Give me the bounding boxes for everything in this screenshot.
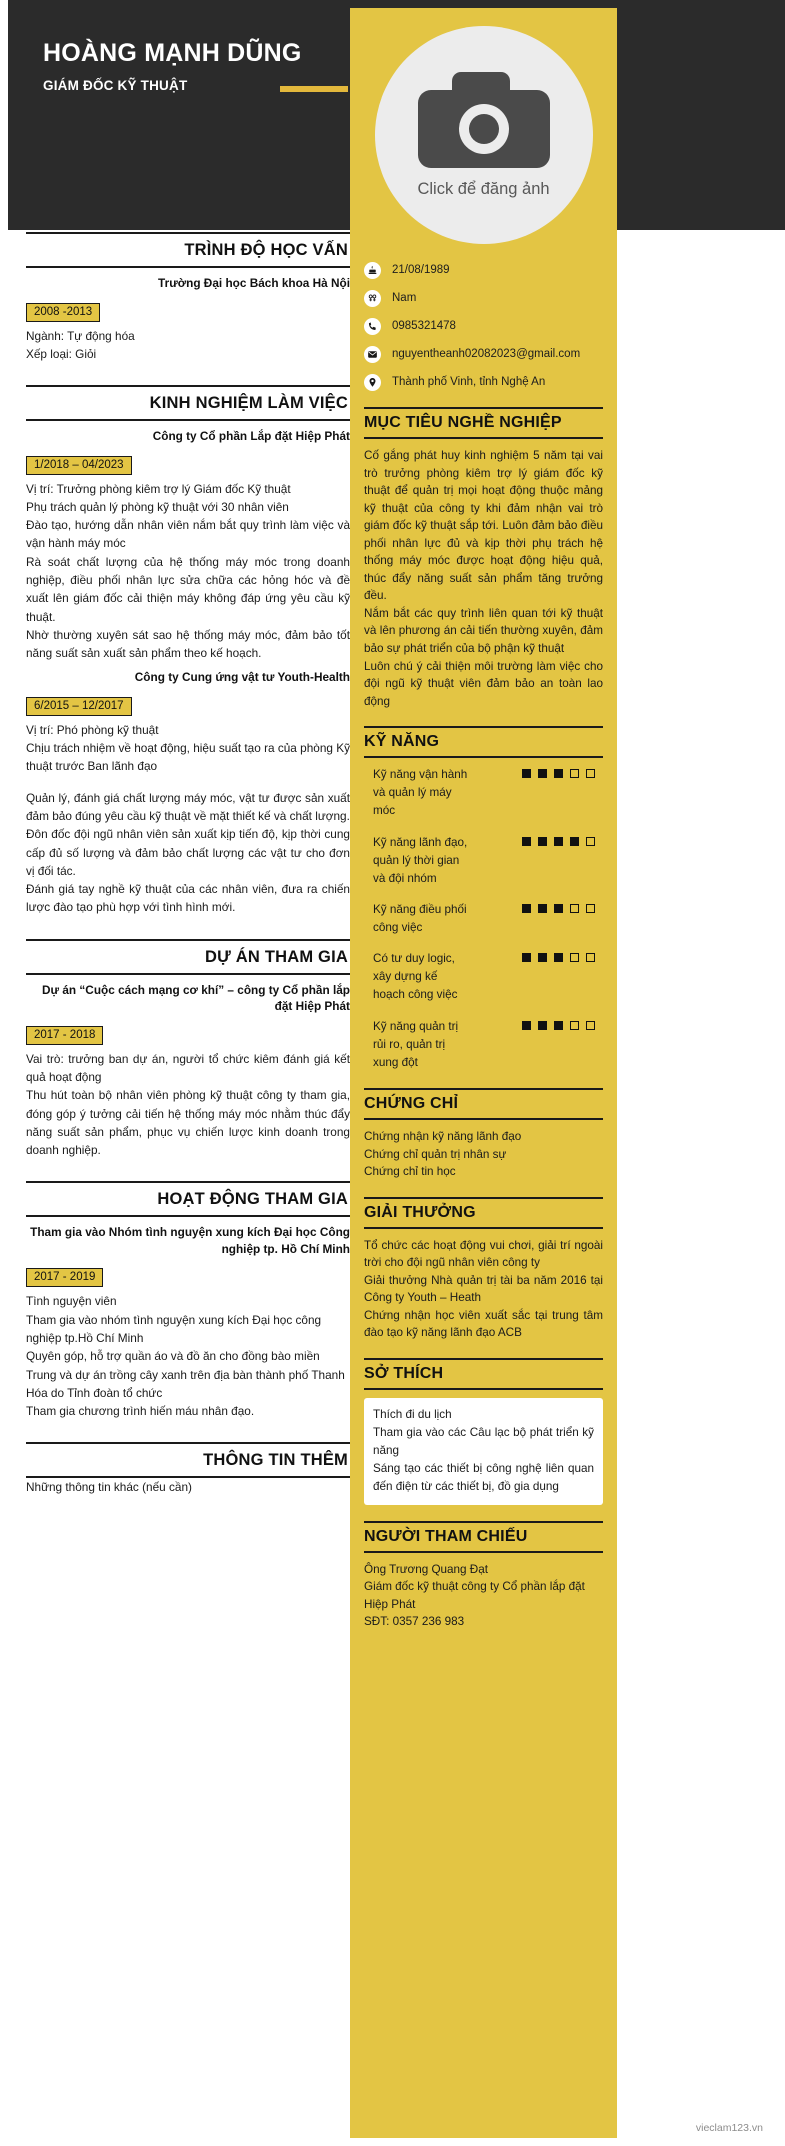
candidate-name: HOÀNG MẠNH DŨNG: [43, 39, 302, 67]
awards-heading: GIẢI THƯỞNG: [364, 1197, 603, 1229]
activity-detail: Quyên góp, hỗ trợ quần áo và đồ ăn cho đồng bào miền Trung và dự án trồng cây xanh trên địa bàn thành phố Thanh Hóa do Tỉnh đoàn tổ chức: [26, 1349, 345, 1400]
contact-list: [364, 262, 603, 391]
skill-rating: [522, 901, 603, 913]
experience-company: Công ty Cung ứng vật tư Youth-Health: [134, 670, 350, 685]
experience-duty: Phụ trách quản lý phòng kỹ thuật với 30 nhân viên: [26, 499, 289, 514]
skill-rating: [522, 834, 603, 846]
education-heading: TRÌNH ĐỘ HỌC VẤN: [26, 232, 350, 268]
experience-duty: Đôn đốc đội ngũ nhân viên sản xuất kịp tiến độ, kịp thời cung cấp đủ số lượng và đảm bảo chất lượng các vật tư cho đơn vị đối tác.: [26, 827, 350, 878]
award-item: Tổ chức các hoạt động vui chơi, giải trí ngoài trời cho đội ngũ nhân viên công ty: [364, 1238, 603, 1270]
experience-duty: Đánh giá tay nghề kỹ thuật của các nhân viên, đưa ra chiến lược đào tạo phù hợp với tình hình mới.: [26, 882, 350, 915]
contact-row-birthday: [364, 262, 603, 279]
skill-label: Có tư duy logic, xây dựng kế hoạch công việc: [373, 952, 458, 1002]
objective-paragraph-3: Luôn chú ý cải thiện môi trường làm việc cho đội ngũ kỹ thuật viên đảm bảo an toàn lao động: [364, 659, 603, 708]
project-period-badge: 2017 - 2018: [26, 1026, 103, 1045]
hobby-item: Tham gia vào các Câu lạc bộ phát triển kỹ năng: [373, 1426, 594, 1458]
contact-birthday-value: 21/08/1989: [392, 264, 450, 277]
reference-position: Giám đốc kỹ thuật công ty Cổ phần lắp đặt Hiệp Phát: [364, 1580, 585, 1611]
additional-note: Những thông tin khác (nếu cần): [26, 1480, 192, 1495]
projects-heading: DỰ ÁN THAM GIA: [26, 939, 350, 975]
award-item: Giải thưởng Nhà quản trị tài ba năm 2016 tại Công ty Youth – Heath: [364, 1273, 603, 1305]
activity-detail: Tham gia vào nhóm tình nguyện xung kích Đại học công nghiệp tp.Hồ Chí Minh: [26, 1312, 322, 1346]
skills-heading: KỸ NĂNG: [364, 726, 603, 758]
activity-detail: Tham gia chương trình hiến máu nhân đạo.: [26, 1404, 255, 1419]
objective-paragraph-1: Cố gắng phát huy kinh nghiệm 5 năm tại vai trò trưởng phòng kiêm trợ lý giám đốc kỹ thuật để quản trị mọi hoạt động thuộc mảng kỹ thuật của công ty khi đảm nhận vai trò giám đốc kỹ thuật sắp tới. Luôn đảm bảo điều phối nhân lực đủ và kịp thời phụ trách hệ thống máy móc được hoạt động hiệu quả, thúc đẩy năng suất sản phẩm tăng trưởng đều.: [364, 449, 603, 603]
activity-detail: Tình nguyện viên: [26, 1294, 117, 1309]
experience-duty: Đào tạo, hướng dẫn nhân viên nắm bắt quy trình làm việc và vận hành máy móc: [26, 518, 350, 551]
experience-period-badge: 1/2018 – 04/2023: [26, 456, 132, 475]
photo-upload-placeholder[interactable]: [375, 26, 593, 244]
skill-item: [364, 834, 603, 888]
education-period-badge: 2008 -2013: [26, 303, 100, 322]
additional-heading: THÔNG TIN THÊM: [26, 1442, 350, 1478]
phone-icon: [364, 318, 381, 335]
project-detail: Thu hút toàn bộ nhân viên phòng kỹ thuật công ty tham gia, đóng góp ý tưởng cải tiến hệ thống máy móc nhằm thúc đẩy năng suất sản phẩm, phục vụ chiến lược kinh doanh trong doanh nghiệp.: [26, 1088, 350, 1158]
contact-row-phone: [364, 318, 603, 335]
certificates-heading: CHỨNG CHỈ: [364, 1088, 603, 1120]
photo-upload-label: Click để đăng ảnh: [417, 179, 550, 198]
contact-row-location: [364, 374, 603, 391]
objective-heading: MỤC TIÊU NGHỀ NGHIỆP: [364, 407, 603, 439]
skill-label: Kỹ năng điều phối công việc: [373, 902, 467, 935]
hobby-item: Sáng tạo các thiết bị công nghệ liên quan đến điện từ các thiết bị, đồ gia dụng: [373, 1462, 594, 1494]
candidate-job-title: GIÁM ĐỐC KỸ THUẬT: [43, 77, 188, 93]
watermark: vieclam123.vn: [695, 2122, 763, 2134]
contact-gender-value: Nam: [392, 292, 417, 305]
skill-rating: [522, 950, 603, 962]
main-column: [8, 232, 354, 1497]
skill-label: Kỹ năng lãnh đạo, quản lý thời gian và đội nhóm: [373, 835, 468, 885]
skills-list: [364, 766, 603, 1072]
skill-item: [364, 950, 603, 1004]
contact-phone-value: 0985321478: [392, 320, 456, 333]
activity-org: Tham gia vào Nhóm tình nguyện xung kích Đại học Công nghiệp tp. Hồ Chí Minh: [30, 1225, 350, 1256]
email-icon: [364, 346, 381, 363]
skill-item: [364, 901, 603, 937]
certificate-item: Chứng chỉ tin học: [364, 1165, 456, 1179]
hobby-item: Thích đi du lịch: [373, 1407, 452, 1421]
experience-position: Vị trí: Trưởng phòng kiêm trợ lý Giám đốc Kỹ thuật: [26, 481, 291, 496]
experience-duty: Rà soát chất lượng của hệ thống máy móc trong doanh nghiệp, điều phối nhân lực sửa chữa các hỏng hóc và đề xuất lên giám đốc cải thiện máy không đáp ứng yêu cầu kỹ thuật.: [26, 554, 350, 624]
accent-bar: [280, 86, 348, 92]
reference-name: Ông Trương Quang Đạt: [364, 1562, 488, 1576]
hobbies-heading: SỞ THÍCH: [364, 1358, 603, 1390]
location-icon: [364, 374, 381, 391]
birthday-icon: [364, 262, 381, 279]
project-title: Dự án “Cuộc cách mạng cơ khí” – công ty Cổ phần lắp đặt Hiệp Phát: [42, 982, 350, 1014]
activities-heading: HOẠT ĐỘNG THAM GIA: [26, 1181, 350, 1217]
skill-rating: [522, 766, 603, 778]
hobbies-box: [364, 1398, 603, 1505]
skill-label: Kỹ năng quản trị rủi ro, quản trị xung đột: [373, 1019, 459, 1069]
certificate-item: Chứng nhận kỹ năng lãnh đạo: [364, 1129, 522, 1143]
contact-row-gender: [364, 290, 603, 307]
camera-icon: [418, 72, 550, 168]
skill-label: Kỹ năng vận hành và quản lý máy móc: [373, 768, 468, 818]
experience-company: Công ty Cổ phần Lắp đặt Hiệp Phát: [152, 429, 350, 444]
experience-position: Vị trí: Phó phòng kỹ thuật: [26, 722, 159, 737]
gender-icon: [364, 290, 381, 307]
reference-heading: NGƯỜI THAM CHIẾU: [364, 1521, 603, 1553]
education-grade: Xếp loại: Giỏi: [26, 346, 97, 361]
education-major: Ngành: Tự động hóa: [26, 328, 135, 343]
skill-item: [364, 766, 603, 820]
sidebar: [350, 8, 617, 2138]
experience-duty: Chịu trách nhiệm về hoạt động, hiệu suất tạo ra của phòng Kỹ thuật trước Ban lãnh đạo: [26, 741, 350, 774]
project-detail: Vai trò: trưởng ban dự án, người tổ chức kiêm đánh giá kết quả hoạt động: [26, 1051, 350, 1085]
experience-duty: Quản lý, đánh giá chất lượng máy móc, vật tư được sản xuất đảm bảo đúng yêu cầu kỹ thuật về mặt thiết kế và chất lượng.: [26, 790, 350, 824]
contact-email-value: nguyentheanh02082023@gmail.com: [392, 348, 581, 361]
skill-item: [364, 1018, 603, 1072]
contact-location-value: Thành phố Vinh, tỉnh Nghệ An: [392, 376, 546, 389]
activity-period-badge: 2017 - 2019: [26, 1268, 103, 1287]
experience-duty: Nhờ thường xuyên sát sao hệ thống máy móc, đảm bảo tốt năng suất sản xuất sản phẩm theo kế hoạch.: [26, 627, 350, 661]
award-item: Chứng nhận học viên xuất sắc tại trung tâm đào tạo kỹ năng lãnh đạo ACB: [364, 1308, 603, 1340]
experience-period-badge: 6/2015 – 12/2017: [26, 697, 132, 716]
experience-heading: KINH NGHIỆM LÀM VIỆC: [26, 385, 350, 421]
contact-row-email: [364, 346, 603, 363]
education-school: Trường Đại học Bách khoa Hà Nội: [158, 276, 350, 290]
certificate-item: Chứng chỉ quản trị nhân sự: [364, 1147, 507, 1161]
skill-rating: [522, 1018, 603, 1030]
objective-paragraph-2: Nắm bắt các quy trình liên quan tới kỹ thuật và lên phương án cải tiến thường xuyên, đảm bảo sự phát triển của bộ phận kỹ thuật: [364, 606, 603, 656]
reference-phone: SĐT: 0357 236 983: [364, 1615, 465, 1629]
